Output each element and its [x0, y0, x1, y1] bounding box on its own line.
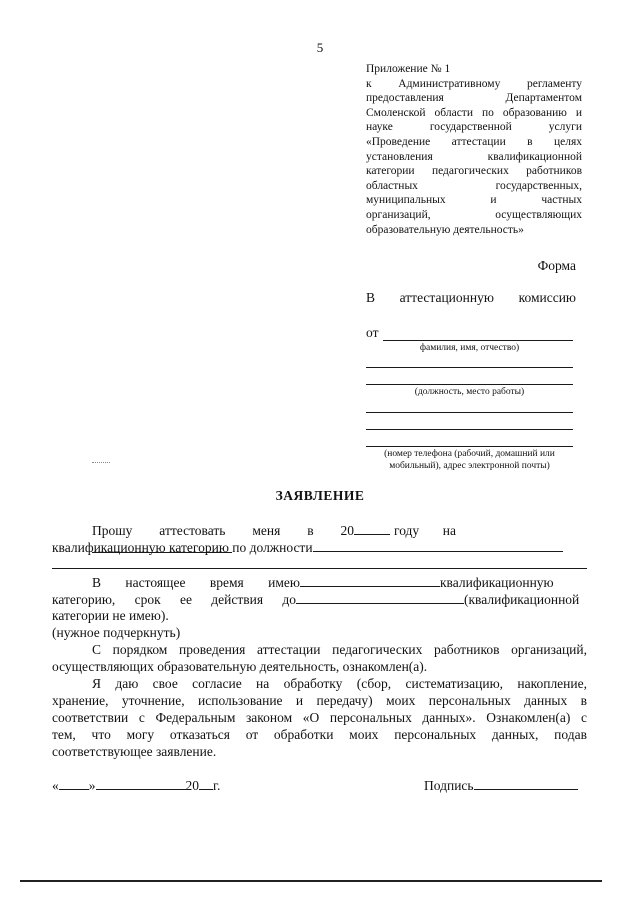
current-text-line2-b: (квалификационной	[464, 592, 580, 607]
position-field-1[interactable]	[366, 367, 573, 368]
contacts-field-2[interactable]	[366, 429, 573, 430]
page-number: 5	[316, 40, 324, 55]
annex-line: образовательную деятельность»	[366, 223, 524, 236]
date-day-field[interactable]	[59, 776, 89, 790]
from-label: от	[366, 325, 379, 340]
date-year-suffix: г.	[213, 778, 221, 793]
annex-line: к Административному регламенту	[366, 77, 582, 90]
request-text-a: Прошу аттестовать меня в 20	[92, 523, 354, 538]
underline-note: (нужное подчеркнуть)	[52, 625, 181, 640]
signature-field[interactable]	[474, 776, 578, 790]
consent-line-3: соответствии с Федеральным законом «О персональных данных». Ознакомлен(а) с	[52, 710, 587, 725]
date-year-field[interactable]	[199, 776, 213, 790]
annex-line: предоставления Департаментом	[366, 92, 582, 105]
contacts-caption-2: мобильный), адрес электронной почты)	[389, 461, 550, 471]
current-line-3: категории не имею).	[52, 608, 169, 623]
name-caption: фамилия, имя, отчество)	[419, 343, 520, 353]
date-line	[52, 776, 220, 794]
position-caption: (должность, место работы)	[414, 387, 525, 397]
current-text-a: В настоящее время имею	[92, 575, 300, 590]
document-title: ЗАЯВЛЕНИЕ	[275, 488, 365, 503]
validity-date-field[interactable]	[296, 590, 464, 604]
annex-header	[366, 62, 582, 237]
current-line-2	[52, 590, 587, 608]
current-category-field[interactable]	[300, 573, 440, 587]
year-field[interactable]	[354, 521, 390, 535]
contacts-field-1[interactable]	[366, 412, 573, 413]
bottom-rule	[20, 880, 602, 882]
annex-line: установления квалификационной	[366, 150, 582, 163]
date-close-quote: »	[88, 778, 96, 793]
annex-line: «Проведение аттестации в целях	[366, 135, 582, 148]
contacts-field-3[interactable]	[366, 446, 573, 447]
contacts-caption-1: (номер телефона (рабочий, домашний или	[384, 449, 555, 459]
current-line-1	[92, 573, 587, 591]
scan-speck	[92, 462, 110, 463]
annex-line: Приложение № 1	[366, 63, 451, 75]
consent-line-5: соответствующее заявление.	[52, 744, 217, 759]
annex-line: областных государственных,	[366, 179, 582, 192]
position-field-2[interactable]	[366, 384, 573, 385]
signature-line	[424, 776, 578, 794]
current-text-b: квалификационную	[440, 575, 554, 590]
addressee-to: В аттестационную комиссию	[366, 290, 576, 305]
annex-line: муниципальных и частных	[366, 194, 582, 207]
request-line-2	[52, 538, 587, 556]
date-month-field[interactable]	[96, 776, 186, 790]
procedure-line-2: осуществляющих образовательную деятельность, ознакомлен(а).	[52, 659, 428, 674]
annex-line: организаций, осуществляющих	[366, 208, 582, 221]
annex-line: категории педагогических работников	[366, 165, 582, 178]
name-field[interactable]	[383, 340, 573, 341]
date-open-quote: «	[52, 778, 59, 793]
form-label: Форма	[537, 258, 576, 273]
position-request-field[interactable]	[313, 538, 563, 552]
date-year-prefix: 20	[185, 778, 199, 793]
annex-line: Смоленской области по образованию и	[366, 106, 582, 119]
signature-label: Подпись	[424, 778, 474, 793]
request-text-b: году на	[394, 523, 456, 538]
consent-line-2: хранение, уточнение, использование и передачу) моих персональных данных в	[52, 693, 587, 708]
consent-line-1: Я даю свое согласие на обработку (сбор, систематизацию, накопление,	[92, 676, 587, 691]
procedure-line-1: С порядком проведения аттестации педагогических работников организаций,	[92, 642, 587, 657]
annex-line: науке государственной услуги	[366, 121, 582, 134]
consent-line-4: тем, что могу отказаться от обработки моих персональных данных, подав	[52, 727, 587, 742]
request-text-line2: квалификационную категорию по должности	[52, 540, 313, 555]
position-request-field-2[interactable]	[52, 568, 587, 569]
current-text-line2-a: категорию, срок ее действия до	[52, 592, 296, 607]
